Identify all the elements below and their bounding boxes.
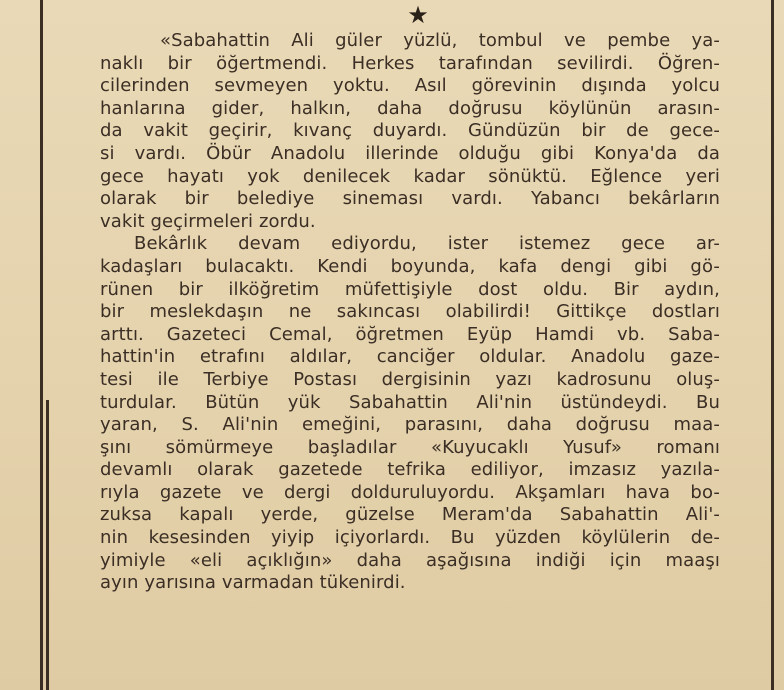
- text-line: si vardı. Öbür Anadolu illerinde olduğu gibi Konya'da da: [100, 142, 720, 164]
- text-line: naklı bir öğertmendi. Herkes tarafından sevilirdi. Öğren-: [100, 52, 720, 74]
- star-ornament-icon: ★: [407, 1, 429, 29]
- text-line: rünen bir ilköğretim müfettişiyle dost oldu. Bir aydın,: [100, 278, 720, 300]
- text-line: nin kesesinden yiyip içiyorlardı. Bu yüzden köylülerin de-: [100, 527, 720, 549]
- article-text: [100, 30, 720, 595]
- text-line: «Sabahattin Ali güler yüzlü, tombul ve pembe ya-: [160, 30, 720, 51]
- text-line: bir meslekdaşın ne sakıncası olabilirdi! Gittikçe dostları: [100, 301, 720, 323]
- text-line: gece hayatı yok denilecek kadar sönüktü. Eğlence yeri: [100, 165, 720, 187]
- text-line: rıyla gazete ve dergi dolduruluyordu. Akşamları hava bo-: [100, 481, 720, 503]
- text-line: hanlarına gider, halkın, daha doğrusu köylünün arasın-: [100, 97, 720, 119]
- left-margin-mark: [46, 400, 49, 690]
- text-line: kadaşları bulacaktı. Kendi boyunda, kafa dengi gibi gö-: [100, 255, 720, 277]
- text-line: zuksa kapalı yerde, güzelse Meram'da Sabahattin Ali'-: [100, 504, 720, 526]
- text-line: olarak bir belediye sineması vardı. Yabancı bekârların: [100, 188, 720, 210]
- text-line: ayın yarısına varmadan tükenirdi.: [100, 572, 406, 594]
- text-line: da vakit geçirir, kıvanç duyardı. Gündüzün bir de gece-: [100, 120, 720, 142]
- left-column-rule: [40, 0, 43, 690]
- right-column-rule: [771, 0, 774, 690]
- text-line: vakit geçirmeleri zordu.: [100, 210, 316, 232]
- text-line: cilerinden sevmeyen yoktu. Asıl görevinin dışında yolcu: [100, 75, 720, 97]
- text-line: arttı. Gazeteci Cemal, öğretmen Eyüp Hamdi vb. Saba-: [100, 323, 720, 345]
- text-line: yimiyle «eli açıklığın» daha aşağısına indiği için maaşı: [100, 549, 720, 571]
- text-line: Bekârlık devam ediyordu, ister istemez gece ar-: [134, 233, 720, 255]
- text-line: devamlı olarak gazetede tefrika ediliyor, imzasız yazıla-: [100, 459, 720, 481]
- text-line: turdular. Bütün yük Sabahattin Ali'nin üstündeydi. Bu: [100, 391, 720, 413]
- text-line: şını sömürmeye başladılar «Kuyucaklı Yusuf» romanı: [100, 436, 720, 458]
- text-line: tesi ile Terbiye Postası dergisinin yazı kadrosunu oluş-: [100, 368, 720, 390]
- text-line: hattin'in etrafını aldılar, canciğer oldular. Anadolu gaze-: [100, 346, 720, 368]
- text-line: yaran, S. Ali'nin emeğini, parasını, daha doğrusu maa-: [100, 414, 720, 436]
